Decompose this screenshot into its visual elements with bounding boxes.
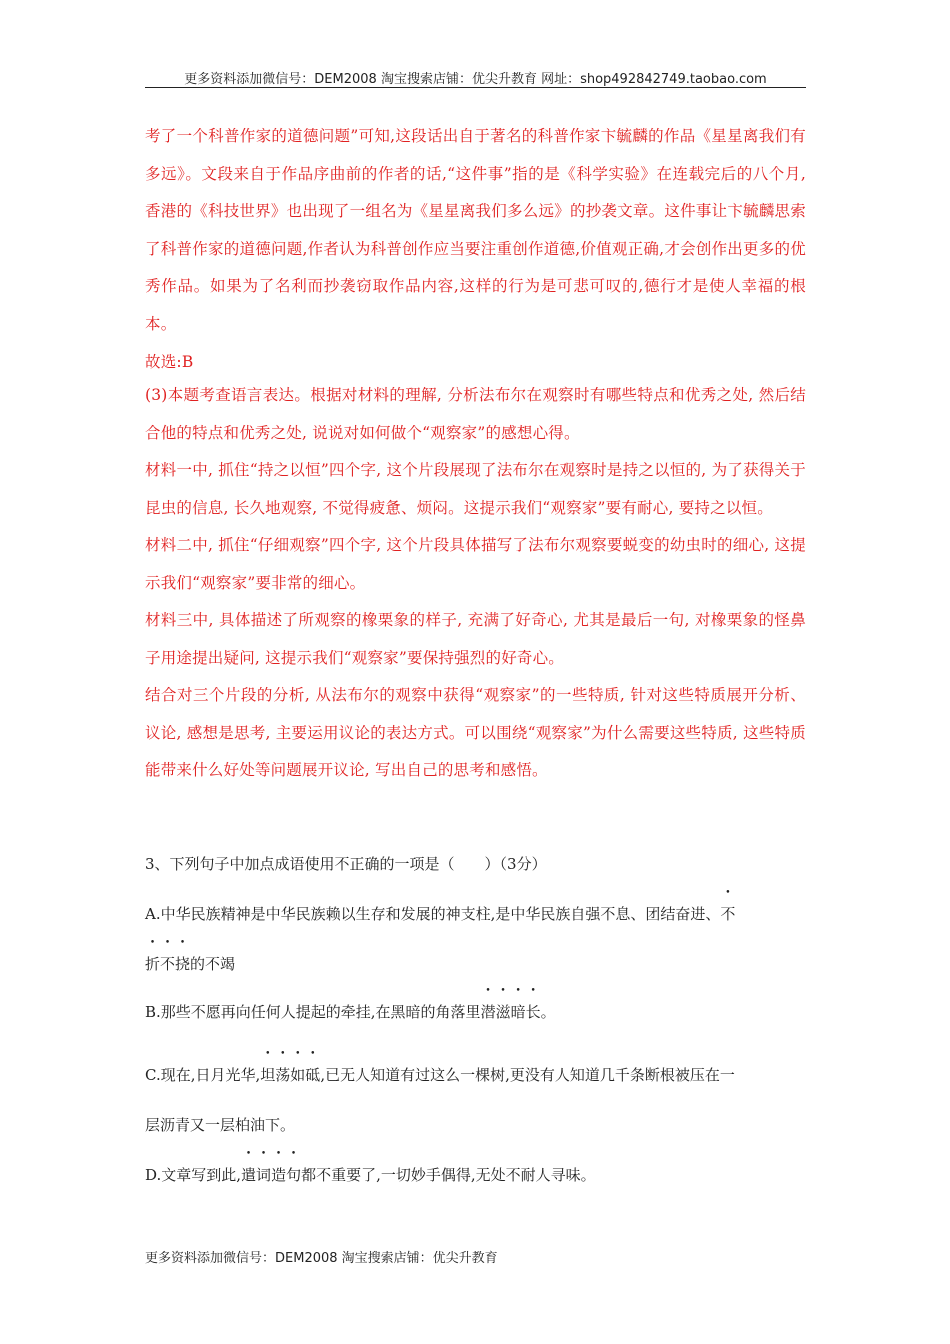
page-footer: 更多资料添加微信号：DEM2008 淘宝搜索店铺：优尖升教育 [145,1251,498,1266]
emphasis-dot-char: 挠 [175,955,191,973]
option-b-text: B.那些不愿再向任何人提起的牵挂,在黑暗的角落里 [145,1003,481,1021]
emphasis-dot-char: 如 [290,1066,306,1084]
option-d-text: D.文章写到此, [145,1166,242,1184]
emphasis-dot-char: 句 [286,1166,302,1184]
option-b [145,1001,806,1022]
option-a-line-1 [145,903,806,924]
emphasis-dot-char: 荡 [275,1066,291,1084]
answer-explanation [145,118,806,790]
option-c-rest: ,已无人知道有过这么一棵树,更没有人知道几千条断根被压在一 [320,1066,735,1084]
answer-paragraph-6: 材料三中, 具体描述了所观察的橡栗象的样子, 充满了好奇心, 尤其是最后一句, 对橡栗象的怪鼻子用途提出疑问, 这提示我们“观察家”要保持强烈的好奇心。 [145,611,806,667]
emphasis-dot-char: 暗 [510,1003,526,1021]
answer-paragraph-7: 结合对三个片段的分析, 从法布尔的观察中获得“观察家”的一些特质, 针对这些特质展开分析、议论, 感想是思考, 主要运用议论的表达方式。可以围绕“观察家”为什么需要这些特质, 这些特质能带来什么好处等问题展开议论, 写出自己的思考和感悟。 [145,686,806,779]
option-a-dotted-2 [145,955,190,973]
option-c-line-2: 层沥青又一层柏油下。 [145,1116,296,1134]
option-d-dotted [241,1166,301,1184]
option-a-text-end: 的不竭 [190,955,236,973]
option-a-dotted-1 [720,905,735,923]
option-d [145,1164,806,1185]
option-a-line-2 [145,953,806,974]
header-divider [145,87,806,88]
answer-choice: 故选:B [145,353,194,371]
option-d-rest: 都不重要了,一切妙手偶得,无处不耐人寻味。 [301,1166,596,1184]
emphasis-dot-char: 遣 [241,1166,257,1184]
option-b-dotted [481,1003,541,1021]
option-b-end: 。 [540,1003,556,1021]
emphasis-dot-char: 不 [160,955,176,973]
answer-paragraph-4: 材料一中, 抓住“持之以恒”四个字, 这个片段展现了法布尔在观察时是持之以恒的, 为了获得关于昆虫的信息, 长久地观察, 不觉得疲惫、烦闷。这提示我们“观察家”要有耐心, 要持之以恒。 [145,461,806,517]
option-c-text: C.现在,日月光华, [145,1066,261,1084]
option-a-text: A.中华民族精神是中华民族赖以生存和发展的神支柱,是中华民族自强不息、团结奋进、 [145,905,721,923]
emphasis-dot-char: 词 [256,1166,272,1184]
emphasis-dot-char: 造 [271,1166,287,1184]
page-header: 更多资料添加微信号：DEM2008 淘宝搜索店铺：优尖升教育 网址：shop492842749.taobao.com [184,72,767,87]
emphasis-dot-char: 不 [720,905,736,923]
emphasis-dot-char: 坦 [260,1066,276,1084]
option-c-line-1 [145,1064,806,1085]
option-c-dotted [260,1066,320,1084]
emphasis-dot-char: 滋 [495,1003,511,1021]
emphasis-dot-char: 潜 [480,1003,496,1021]
emphasis-dot-char: 砥 [305,1066,321,1084]
emphasis-dot-char: 折 [145,955,161,973]
answer-paragraph-3: (3)本题考查语言表达。根据对材料的理解, 分析法布尔在观察时有哪些特点和优秀之处, 然后结合他的特点和优秀之处, 说说对如何做个“观察家”的感想心得。 [145,386,806,442]
question-3-title: 3、下列句子中加点成语使用不正确的一项是（ ）（3分） [145,855,547,873]
answer-paragraph-1: 考了一个科普作家的道德问题”可知,这段话出自于著名的科普作家卞毓麟的作品《星星离我们有多远》。文段来自于作品序曲前的作者的话,“这件事”指的是《科学实验》在连载完后的八个月,香港的《科技世界》也出现了一组名为《星星离我们多么远》的抄袭文章。这件事让卞毓麟思索了科普作家的道德问题,作者认为科普创作应当要注重创作道德,价值观正确,才会创作出更多的优秀作品。如果为了名利而抄袭窃取作品内容,这样的行为是可悲可叹的,德行才是使人幸福的根本。 [145,127,806,333]
answer-paragraph-5: 材料二中, 抓住“仔细观察”四个字, 这个片段具体描写了法布尔观察要蜕变的幼虫时的细心, 这提示我们“观察家”要非常的细心。 [145,536,806,592]
emphasis-dot-char: 长 [525,1003,541,1021]
